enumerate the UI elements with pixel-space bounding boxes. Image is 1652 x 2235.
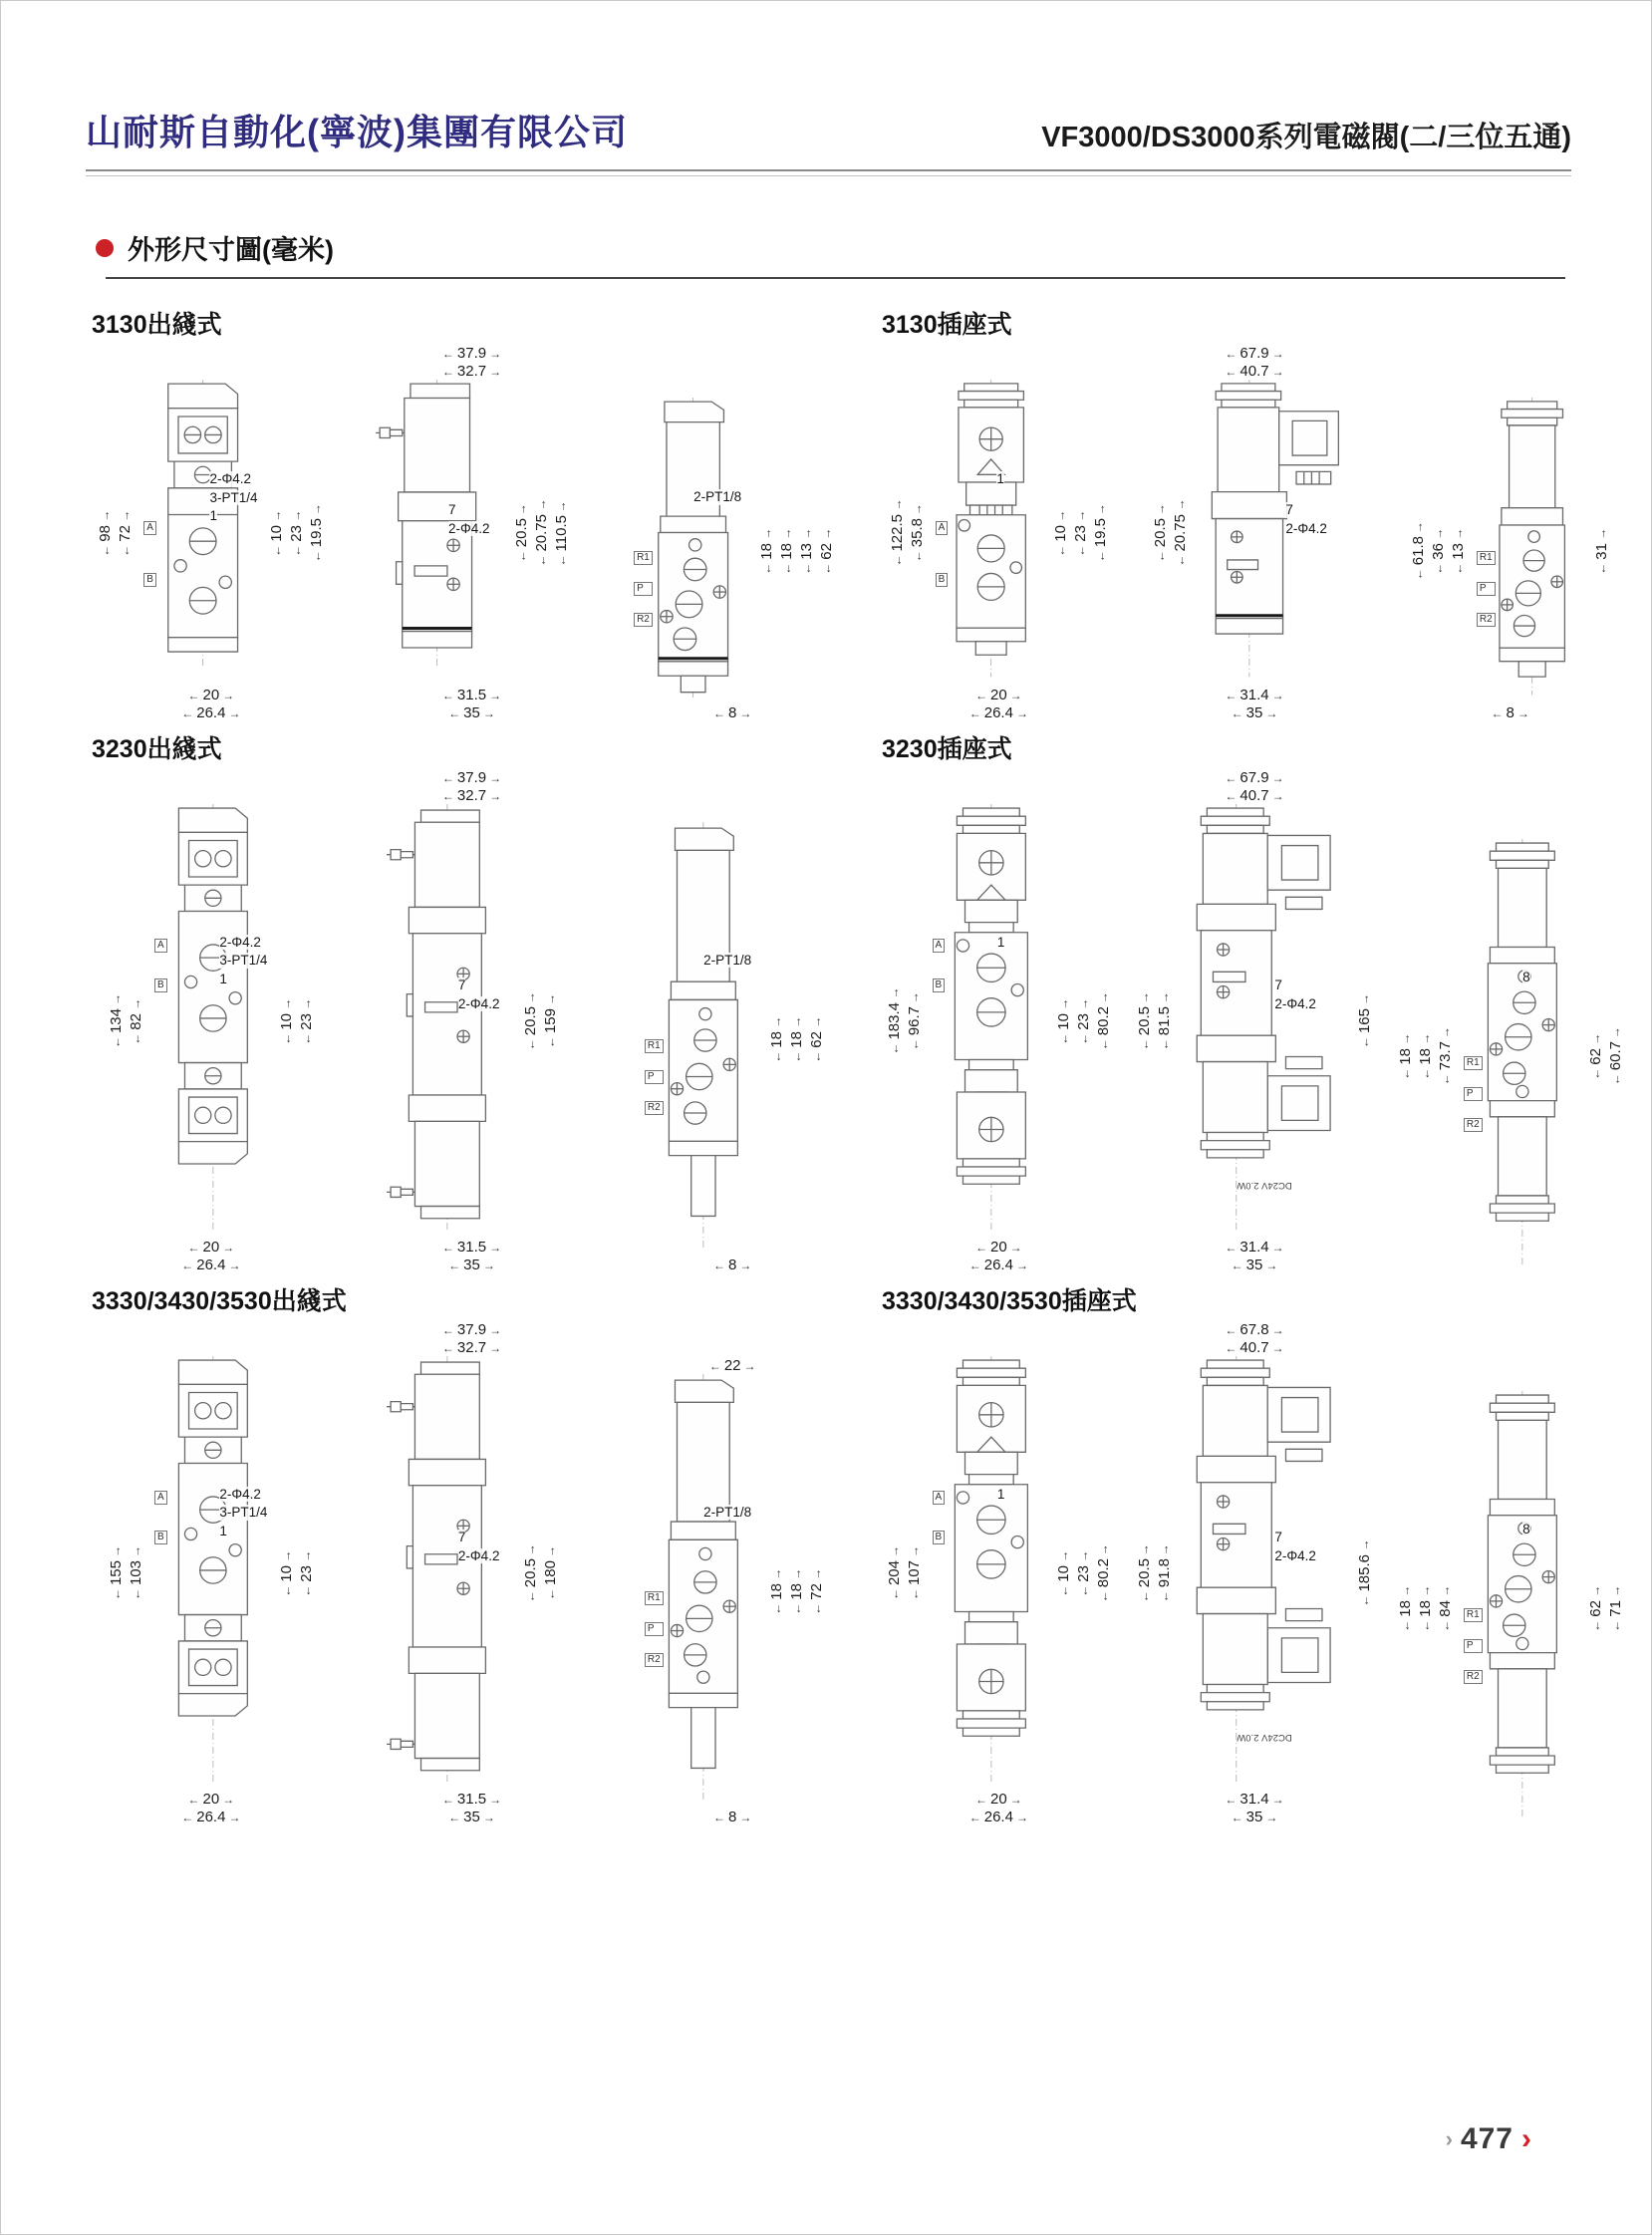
callout: 1 — [996, 471, 1004, 487]
group-3330-plug — [876, 1273, 1633, 1825]
dim-label: ← 26.4 → — [969, 1257, 1028, 1273]
dim-label: ← 18 → — [1397, 1033, 1414, 1080]
callout-notes — [219, 935, 267, 987]
view-side — [1132, 345, 1378, 721]
dim-label: ← 18 → — [788, 1568, 805, 1615]
dim-label: ← 20 → — [187, 1791, 234, 1808]
group-title: 3230出綫式 — [92, 735, 222, 763]
dim-label: ← 91.8 → — [1156, 1543, 1173, 1602]
view-ports — [607, 822, 858, 1273]
dim-label: ← 31.4 → — [1225, 1791, 1283, 1808]
port-label: A — [154, 1491, 167, 1505]
dim-label: ← 35 → — [448, 1257, 495, 1273]
group-title: 3130出綫式 — [92, 311, 222, 339]
port-label: P — [1464, 1087, 1483, 1101]
port-label: R1 — [645, 1039, 664, 1053]
dim-label: ← 8 → — [713, 704, 751, 721]
port-label: R1 — [634, 551, 653, 565]
callout-notes — [1274, 1530, 1316, 1563]
view-side — [1132, 769, 1378, 1273]
dim-label: ← 62 → — [1587, 1033, 1604, 1080]
dim-label: ← 67.8 → — [1225, 1321, 1283, 1338]
valve-side-drawing — [385, 804, 516, 1239]
dim-label: ← 23 → — [1072, 510, 1089, 557]
dim-label: ← 20 → — [187, 1239, 234, 1256]
port-label: R1 — [1464, 1056, 1483, 1070]
callout-notes — [996, 471, 1004, 487]
dim-label: ← 20.75 → — [1172, 499, 1189, 567]
port-label: A — [933, 939, 946, 953]
port-label: A — [936, 521, 949, 535]
valve-front-drawing — [150, 804, 272, 1239]
callout-notes — [458, 978, 500, 1011]
callout: 7 — [1274, 978, 1282, 993]
port-labels — [936, 521, 949, 587]
group-3130-plug — [876, 297, 1633, 721]
callout-notes — [703, 953, 751, 969]
dim-label: ← 18 → — [778, 528, 795, 575]
port-label: R2 — [645, 1101, 664, 1115]
port-label: R2 — [645, 1653, 664, 1667]
callout-notes — [1522, 970, 1530, 985]
callout: 2-PT1/8 — [693, 489, 742, 505]
dim-label: ← 18 → — [768, 1016, 785, 1063]
port-labels — [634, 551, 653, 627]
callout: 7 — [448, 502, 456, 518]
valve-side-drawing — [1179, 804, 1350, 1239]
dim-label: ← 13 → — [1450, 528, 1467, 575]
chevron-icon: › — [1445, 2126, 1453, 2151]
dim-label: ← 103 → — [128, 1545, 144, 1600]
port-label: A — [143, 521, 156, 535]
dim-label: ← 22 → — [709, 1357, 756, 1374]
callout: 3-PT1/4 — [219, 953, 268, 969]
callout: 1 — [219, 1523, 227, 1538]
dim-label: ← 62 → — [808, 1016, 825, 1063]
series-title: VF3000/DS3000系列電磁閥(二/三位五通) — [1041, 122, 1571, 153]
valve-front-drawing — [929, 804, 1050, 1239]
dim-label: ← 20.75 → — [533, 499, 550, 567]
dim-label: ← 35 → — [1232, 704, 1278, 721]
dim-label: ← 31.5 → — [442, 687, 501, 703]
valve-front-drawing — [929, 1356, 1050, 1791]
port-label: P — [645, 1622, 664, 1636]
port-labels — [645, 1591, 664, 1667]
dim-label: ← 67.9 → — [1225, 345, 1283, 362]
dim-label: ← 40.7 → — [1225, 787, 1283, 804]
port-labels — [1464, 1056, 1483, 1132]
dim-label: ← 23 → — [1075, 998, 1092, 1045]
dim-label: ← 122.5 → — [889, 499, 906, 567]
port-label: R2 — [634, 613, 653, 627]
dim-label: ← 8 → — [1492, 704, 1529, 721]
dim-label: ← 19.5 → — [308, 503, 325, 562]
view-front — [86, 804, 337, 1273]
page-number: 477 — [1460, 2122, 1514, 2155]
callout: 3-PT1/4 — [209, 489, 258, 505]
dim-label: ← 10 → — [268, 510, 285, 557]
dim-label: ← 31.5 → — [442, 1791, 501, 1808]
dim-label: ← 18 → — [768, 1568, 785, 1615]
port-label: P — [1477, 582, 1496, 596]
callout: 3-PT1/4 — [219, 1505, 268, 1521]
callout-notes — [209, 471, 257, 524]
callout: 7 — [1274, 1530, 1282, 1545]
dim-label: ← 67.9 → — [1225, 769, 1283, 786]
dim-label: ← 35 → — [448, 704, 495, 721]
callout: 7 — [1285, 502, 1293, 518]
port-label: R1 — [645, 1591, 664, 1605]
callout: 2-Φ4.2 — [448, 520, 490, 536]
valve-side-drawing — [1179, 1356, 1350, 1791]
dim-label: ← 36 → — [1430, 528, 1447, 575]
coil-rating-text: DC24V 2.0W — [1237, 1732, 1292, 1744]
dim-label: ← 155 → — [108, 1545, 125, 1600]
port-labels — [933, 939, 946, 992]
callout-notes — [458, 1530, 500, 1563]
dim-label: ← 204 → — [886, 1545, 903, 1600]
callout: 2-Φ4.2 — [209, 471, 251, 487]
dim-label: ← 26.4 → — [181, 1809, 240, 1825]
port-labels — [1464, 1608, 1483, 1684]
dim-label: ← 19.5 → — [1092, 503, 1109, 562]
port-label: A — [154, 939, 167, 953]
dim-label: ← 40.7 → — [1225, 363, 1283, 380]
dim-label: ← 35 → — [1232, 1257, 1278, 1273]
dim-label: ← 20.5 → — [513, 503, 530, 562]
view-ports — [607, 1357, 858, 1825]
dim-label: ← 81.5 → — [1156, 991, 1173, 1050]
group-3330-wire — [86, 1273, 858, 1825]
callout-notes — [693, 489, 741, 505]
dim-label: ← 37.9 → — [442, 769, 501, 786]
dim-label: ← 60.7 → — [1607, 1026, 1624, 1085]
port-label: B — [154, 978, 167, 992]
dim-label: ← 32.7 → — [442, 787, 501, 804]
group-title: 3130插座式 — [882, 311, 1012, 339]
company-name: 山耐斯自動化(寧波)集團有限公司 — [86, 112, 628, 152]
dim-label: ← 32.7 → — [442, 363, 501, 380]
view-side — [347, 345, 598, 721]
dim-label: ← 35 → — [448, 1809, 495, 1825]
port-label: R2 — [1464, 1670, 1483, 1684]
dim-label: ← 37.9 → — [442, 345, 501, 362]
port-label: R1 — [1464, 1608, 1483, 1622]
dim-label: ← 10 → — [1055, 1550, 1072, 1597]
dim-label: ← 18 → — [758, 528, 775, 575]
port-label: B — [936, 573, 949, 587]
group-title: 3330/3430/3530出綫式 — [92, 1287, 347, 1315]
dim-label: ← 20 → — [975, 687, 1022, 703]
dim-label: ← 23 → — [288, 510, 305, 557]
dim-label: ← 107 → — [906, 1545, 923, 1600]
dim-label: ← 110.5 → — [553, 500, 570, 566]
callout-notes — [1522, 1522, 1530, 1537]
dim-label: ← 35.8 → — [909, 503, 926, 562]
section-heading — [96, 228, 1571, 267]
dim-label: ← 26.4 → — [969, 704, 1028, 721]
port-label: B — [143, 573, 156, 587]
callout-notes — [219, 1487, 267, 1539]
port-labels — [154, 939, 167, 992]
dim-label: ← 26.4 → — [181, 704, 240, 721]
dim-label: ← 10 → — [278, 998, 295, 1045]
page-header — [1, 1, 1651, 169]
dim-label: ← 18 → — [788, 1016, 805, 1063]
callout: 1 — [996, 1486, 1005, 1502]
dim-label: ← 20 → — [975, 1791, 1022, 1808]
group-3230-plug — [876, 721, 1633, 1273]
dim-label: ← 62 → — [818, 528, 835, 575]
dim-label: ← 61.8 → — [1410, 521, 1427, 580]
callout: 2-Φ4.2 — [1274, 995, 1316, 1011]
dim-label: ← 185.6 → — [1356, 1539, 1373, 1607]
callout: 2-Φ4.2 — [457, 995, 500, 1011]
port-labels — [933, 1491, 946, 1544]
view-front — [86, 1356, 337, 1825]
dim-label: ← 183.4 → — [886, 987, 903, 1055]
callout-notes — [1285, 502, 1327, 536]
callout: 2-PT1/8 — [703, 952, 752, 968]
view-front — [876, 804, 1122, 1273]
dim-label: ← 80.2 → — [1095, 1543, 1112, 1602]
dim-label: ← 180 → — [542, 1545, 559, 1600]
callout: 1 — [209, 508, 217, 524]
valve-side-drawing — [385, 1356, 516, 1791]
dim-label: ← 8 → — [713, 1257, 751, 1273]
dim-label: ← 31.4 → — [1225, 1239, 1283, 1256]
port-label: R1 — [1477, 551, 1496, 565]
dim-label: ← 23 → — [298, 1550, 315, 1597]
dim-label: ← 31 → — [1593, 528, 1610, 575]
callout: 2-Φ4.2 — [1274, 1547, 1316, 1563]
valve-front-drawing — [150, 1356, 272, 1791]
dim-label: ← 72 → — [117, 510, 134, 557]
port-label: A — [933, 1491, 946, 1505]
callout: 8 — [1522, 969, 1530, 984]
section-title: 外形尺寸圖(毫米) — [128, 235, 334, 265]
port-label: P — [645, 1070, 664, 1084]
callout-notes — [997, 935, 1005, 951]
dim-label: ← 20 → — [187, 687, 234, 703]
dim-label: ← 72 → — [808, 1568, 825, 1615]
dim-label: ← 31.4 → — [1225, 687, 1283, 703]
dim-label: ← 134 → — [108, 993, 125, 1048]
dim-label: ← 18 → — [1417, 1033, 1434, 1080]
dim-label: ← 40.7 → — [1225, 1339, 1283, 1356]
dim-label: ← 8 → — [713, 1809, 751, 1825]
view-side — [1132, 1321, 1378, 1825]
view-front — [876, 380, 1122, 721]
port-label: B — [933, 1531, 946, 1544]
dim-label: ← 20.5 → — [522, 991, 539, 1050]
callout-notes — [448, 502, 490, 536]
coil-rating-text: DC24V 2.0W — [1237, 1180, 1292, 1192]
dim-label: ← 13 → — [798, 528, 815, 575]
port-label: P — [1464, 1639, 1483, 1653]
group-title: 3230插座式 — [882, 735, 1012, 763]
port-label: B — [154, 1531, 167, 1544]
valve-front-drawing — [139, 380, 262, 687]
dim-label: ← 82 → — [128, 998, 144, 1045]
view-ports — [1387, 1391, 1633, 1825]
dim-label: ← 159 → — [542, 993, 559, 1048]
callout-notes — [997, 1487, 1005, 1503]
port-label: B — [933, 978, 946, 992]
dim-label: ← 10 → — [1052, 510, 1069, 557]
dim-label: ← 23 → — [1075, 1550, 1092, 1597]
view-side — [347, 769, 598, 1273]
dim-label: ← 96.7 → — [906, 991, 923, 1050]
dim-label: ← 73.7 → — [1437, 1026, 1454, 1085]
dim-label: ← 98 → — [97, 510, 114, 557]
dim-label: ← 20.5 → — [1152, 503, 1169, 562]
dim-label: ← 20.5 → — [522, 1543, 539, 1602]
callout: 7 — [457, 978, 466, 993]
callout: 2-Φ4.2 — [457, 1547, 500, 1563]
port-label: R2 — [1464, 1118, 1483, 1132]
page-footer — [1446, 2122, 1531, 2156]
callout: 1 — [996, 934, 1005, 950]
dim-label: ← 23 → — [298, 998, 315, 1045]
callout: 8 — [1522, 1521, 1530, 1537]
group-3230-wire — [86, 721, 858, 1273]
dim-label: ← 32.7 → — [442, 1339, 501, 1356]
dim-label: ← 62 → — [1587, 1585, 1604, 1632]
port-labels — [143, 521, 156, 587]
dim-label: ← 20 → — [975, 1239, 1022, 1256]
port-labels — [1477, 551, 1496, 627]
valve-side-drawing — [1195, 380, 1358, 687]
group-title: 3330/3430/3530插座式 — [882, 1287, 1137, 1315]
dim-label: ← 18 → — [1397, 1585, 1414, 1632]
view-ports — [607, 398, 858, 721]
callout-notes — [703, 1505, 751, 1521]
port-label: P — [634, 582, 653, 596]
drawings-grid — [1, 279, 1651, 1825]
dim-label: ← 26.4 → — [181, 1257, 240, 1273]
dim-label: ← 20.5 → — [1136, 1543, 1153, 1602]
callout: 2-Φ4.2 — [1285, 520, 1327, 536]
callout-notes — [1274, 978, 1316, 1011]
dim-label: ← 37.9 → — [442, 1321, 501, 1338]
dim-label: ← 71 → — [1607, 1585, 1624, 1632]
view-ports — [1387, 398, 1633, 721]
callout: 2-PT1/8 — [703, 1504, 752, 1520]
dim-label: ← 31.5 → — [442, 1239, 501, 1256]
view-front — [876, 1356, 1122, 1825]
dim-label: ← 10 → — [278, 1550, 295, 1597]
port-label: R2 — [1477, 613, 1496, 627]
callout: 1 — [219, 971, 227, 986]
callout: 7 — [457, 1530, 466, 1545]
port-labels — [645, 1039, 664, 1115]
callout: 2-Φ4.2 — [219, 1486, 261, 1502]
dim-label: ← 18 → — [1417, 1585, 1434, 1632]
chevron-red-icon: › — [1521, 2122, 1531, 2155]
dim-label: ← 35 → — [1232, 1809, 1278, 1825]
group-3130-wire — [86, 297, 858, 721]
dim-label: ← 26.4 → — [969, 1809, 1028, 1825]
dim-label: ← 80.2 → — [1095, 991, 1112, 1050]
view-side — [347, 1321, 598, 1825]
dim-label: ← 165 → — [1356, 993, 1373, 1048]
view-ports — [1387, 839, 1633, 1273]
dim-label: ← 84 → — [1437, 1585, 1454, 1632]
header-rule — [86, 169, 1571, 176]
dim-label: ← 20.5 → — [1136, 991, 1153, 1050]
valve-front-drawing — [932, 380, 1047, 687]
port-labels — [154, 1491, 167, 1544]
view-front — [86, 380, 337, 721]
bullet-dot-icon — [96, 239, 114, 257]
callout: 2-Φ4.2 — [219, 934, 261, 950]
dim-label: ← 10 → — [1055, 998, 1072, 1045]
